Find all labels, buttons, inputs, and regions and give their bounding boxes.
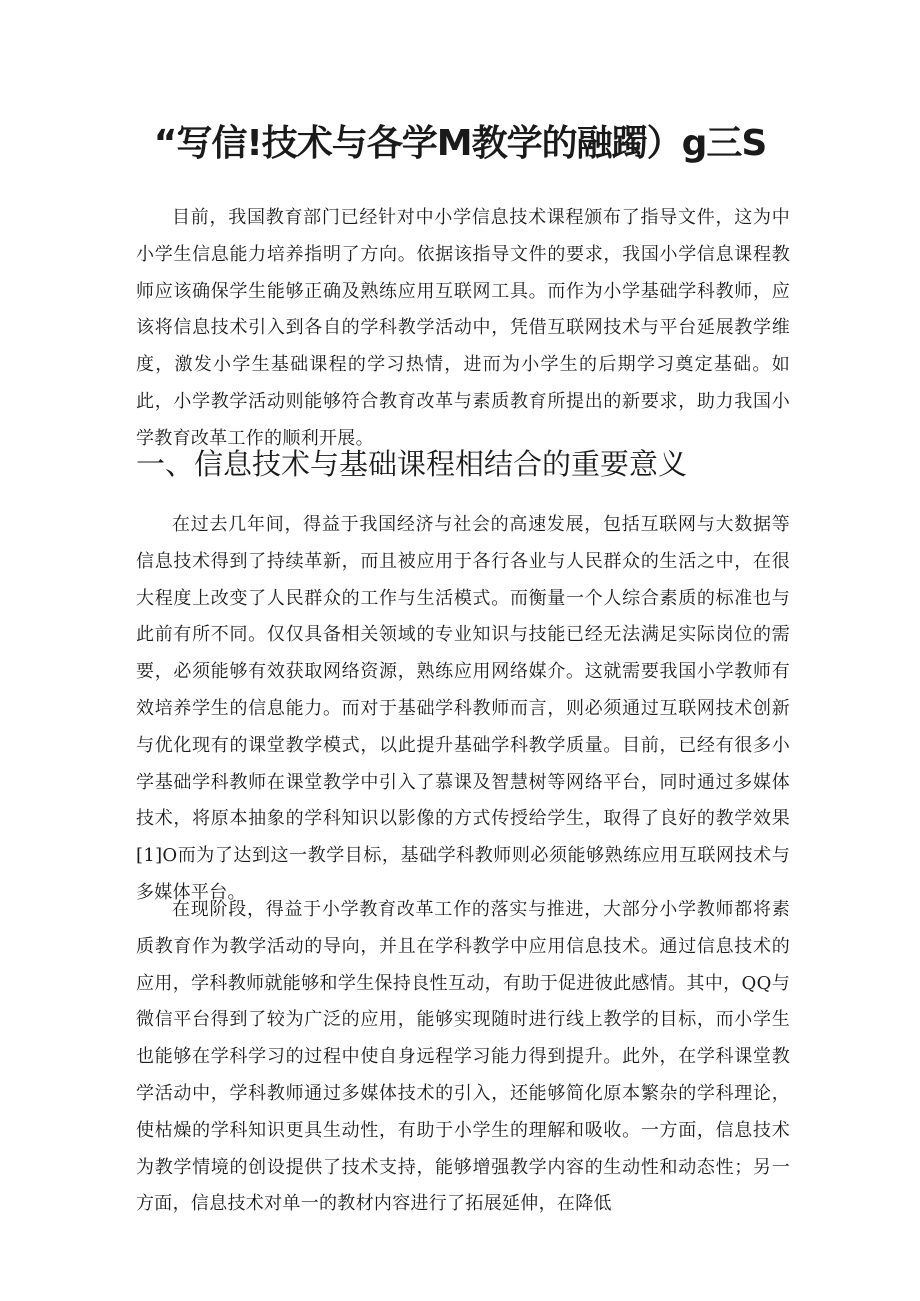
paragraph-current-stage: 在现阶段，得益于小学教育改革工作的落实与推进，大部分小学教师都将素质教育作为教学活动的导向，并且在学科教学中应用信息技术。通过信息技术的应用，学科教师就能够和学生保持良性互动，有助于促进彼此感情。其中，QQ与微信平台得到了较为广泛的应用，能够实现随时进行线上教学的目标，而小学生也能够在学科学习的过程中使自身远程学习能力得到提升。此外，在学科课堂教学活动中，学科教师通过多媒体技术的引入，还能够简化原本繁杂的学科理论，使枯燥的学科知识更具生动性，有助于小学生的理解和吸收。一方面，信息技术为教学情境的创设提供了技术支持，能够增强教学内容的生动性和动态性；另一方面，信息技术对单一的教材内容进行了拓展延伸，在降低 bbox=[136, 899, 790, 1215]
paragraph-intro: 目前，我国教育部门已经针对中小学信息技术课程颁布了指导文件，这为中小学生信息能力培养指明了方向。依据该指导文件的要求，我国小学信息课程教师应该确保学生能够正确及熟练应用互联网工具。而作为小学基础学科教师，应该将信息技术引入到各自的学科教学活动中，凭借互联网技术与平台延展教学维度，激发小学生基础课程的学习热情，进而为小学生的后期学习奠定基础。如此，小学教学活动则能够符合教育改革与素质教育所提出的新要求，助力我国小学教育改革工作的顺利开展。 bbox=[136, 207, 790, 449]
document-title: “写信!技术与各学M教学的融躅）g三S bbox=[153, 123, 767, 164]
paragraph-background: 在过去几年间，得益于我国经济与社会的高速发展，包括互联网与大数据等信息技术得到了持续革新，而且被应用于各行各业与人民群众的生活之中，在很大程度上改变了人民群众的工作与生活模式。而衡量一个人综合素质的标准也与此前有所不同。仅仅具备相关领域的专业知识与技能已经无法满足实际岗位的需要，必须能够有效获取网络资源，熟练应用网络媒介。这就需要我国小学教师有效培养学生的信息能力。而对于基础学科教师而言，则必须通过互联网技术创新与优化现有的课堂教学模式，以此提升基础学科教学质量。目前，已经有很多小学基础学科教师在课堂教学中引入了慕课及智慧树等网络平台，同时通过多媒体技术，将原本抽象的学科知识以影像的方式传授给学生，取得了良好的教学效果[1]O而为了达到这一教学目标，基础学科教师则必须能够熟练应用互联网技术与多媒体平台。 bbox=[136, 514, 790, 903]
section-heading: 一、信息技术与基础课程相结合的重要意义 bbox=[136, 447, 688, 481]
